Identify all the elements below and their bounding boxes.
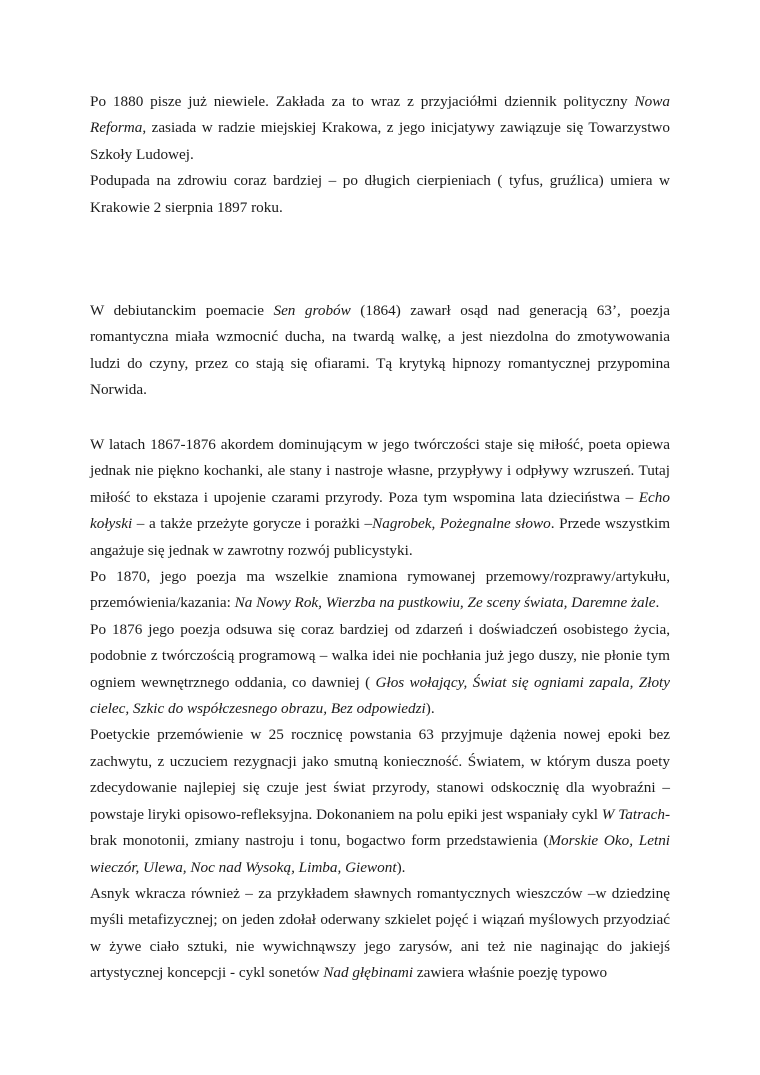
section-debut [90,298,670,404]
italic-title: Sen grobów [273,302,351,319]
paragraph-after-1876: Po 1876 jego poezja odsuwa się coraz bardziej od zdarzeń i doświadczeń osobistego życia, podobnie z twórczością programową – walka idei nie pochłania już jego duszy, nie płonie tym ogniem wewnętrznego oddania, co dawniej ( Głos wołający, Świat się ogniami zapala, Złoty cielec, Szkic do współczesnego obrazu, Bez odpowiedzi). [90,620,670,718]
paragraph-metaphysics: Asnyk wkracza również – za przykładem sławnych romantycznych wieszczów –w dziedzinę myśli metafizycznej; on jeden zdołał oderwany szkielet pojęć i wiązań myślowych przyodziać w żywe ciało sztuki, nie wywichnąwszy jego zarysów, ani też nie naginając do jakiejś artystycznej koncepcji - cykl sonetów Nad głębinami zawiera właśnie poezję typowo [90,884,670,982]
italic-title: Nagrobek, Pożegnalne słowo [372,515,551,533]
paragraph-death: Podupada na zdrowiu coraz bardziej – po długich cierpieniach ( tyfus, gruźlica) umiera w Krakowie 2 sierpnia 1897 roku. [90,172,670,216]
italic-title: Na Nowy Rok, Wierzba na pustkowiu, Ze sceny świata, Daremne żale [234,594,656,612]
italic-title: Morskie Oko, Letni wieczór, Ulewa, Noc nad Wysoką, Limba, Giewont [90,832,671,876]
italic-title: Głos wołający, Świat się ogniami zapala, Złoty cielec, Szkic do współczesnego obrazu, Bez odpowiedzi [90,673,670,718]
italic-title: Nad głębinami [323,964,414,982]
paragraph-after-1870: Po 1870, jego poezja ma wszelkie znamiona rymowanej przemowy/rozprawy/artykułu, przemówienia/kazania: Na Nowy Rok, Wierzba na pustkowiu, Ze sceny świata, Daremne żale. [90,568,670,612]
section-late-life [90,89,670,221]
paragraph-sen-grobow: W debiutanckim poemacie Sen grobów (1864) zawarł osąd nad generacją 63’, poezja romantyczna miała wzmocnić ducha, na twardą walkę, a jest niezdolna do zmotywowania ludzi do czyny, przez co stają się ofiarami. Tą krytyką hipnozy romantycznej przypomina Norwida. [90,302,670,399]
italic-title: W Tatrach [601,805,665,823]
italic-title: Nowa Reforma [90,93,670,137]
italic-title: Echo kołyski [90,488,670,533]
paragraph-love-period: W latach 1867-1876 akordem dominującym w jego twórczości staje się miłość, poeta opiewa jednak nie piękno kochanki, ale stany i nastroje własne, przypływy i odpływy wzruszeń. Tutaj miłość to ekstaza i upojenie czarami przyrody. Poza tym wspomina lata dzieciństwa – Echo kołyski – a także przeżyte gorycze i porażki –Nagrobek, Pożegnalne słowo. Przede wszystkim angażuje się jednak w zawrotny rozwój publicystyki. [90,436,671,559]
section-periods [90,432,670,987]
paragraph-late-activity: Po 1880 pisze już niewiele. Zakłada za to wraz z przyjaciółmi dziennik polityczny Nowa Reforma, zasiada w radzie miejskiej Krakowa, z jego inicjatywy zawiązuje się Towarzystwo Szkoły Ludowej. [90,93,670,163]
paragraph-nature-lyrics: Poetyckie przemówienie w 25 rocznicę powstania 63 przyjmuje dążenia nowej epoki bez zachwytu, z uczuciem rezygnacji jako smutną konieczność. Światem, w którym dusza poety zdecydowanie najlepiej się czuje jest świat przyrody, stanowi odskocznię dla wyobraźni – powstaje liryki opisowo-refleksyjna. Dokonaniem na polu epiki jest wspaniały cykl W Tatrach- brak monotonii, zmiany nastroju i tonu, bogactwo form przedstawienia (Morskie Oko, Letni wieczór, Ulewa, Noc nad Wysoką, Limba, Giewont). [90,726,671,876]
